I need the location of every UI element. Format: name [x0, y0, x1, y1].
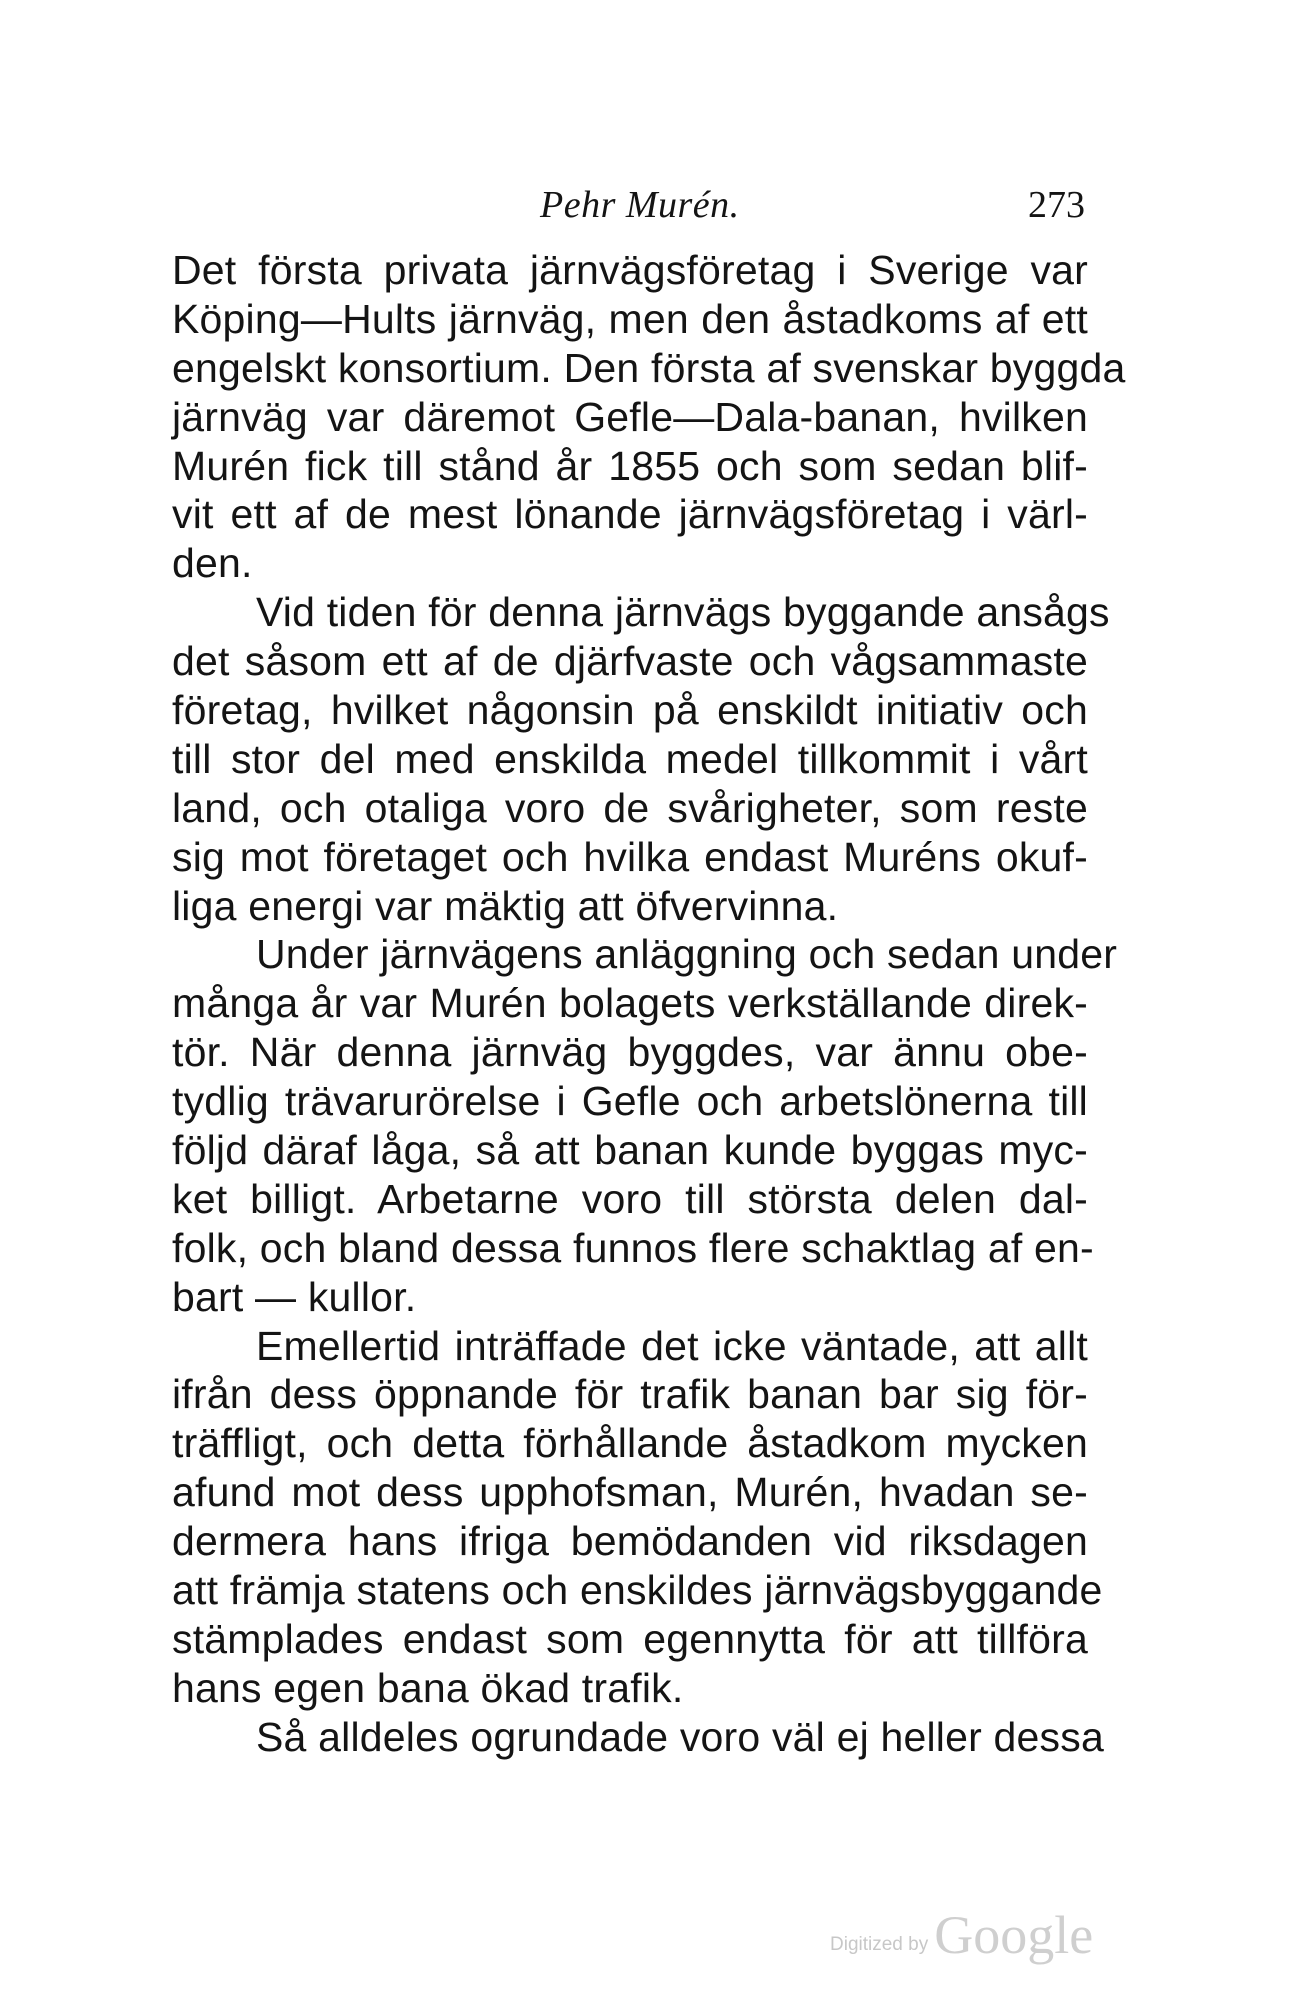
- text-line: vit ett af de mest lönande järnvägsföretag i värl-: [172, 491, 1088, 538]
- text-line: afund mot dess upphofsman, Murén, hvadan se-: [172, 1469, 1088, 1516]
- text-line: Det första privata järnvägsföretag i Sverige var: [172, 247, 1088, 293]
- running-head: [0, 180, 1300, 230]
- text-line: att främja statens och enskildes järnvägsbyggande: [172, 1567, 1103, 1614]
- text-line: järnväg var däremot Gefle—Dala-banan, hvilken: [172, 393, 1088, 440]
- text-line: företag, hvilket någonsin på enskildt initiativ och: [172, 687, 1088, 734]
- text-line: den.: [172, 540, 253, 587]
- text-line: Murén fick till stånd år 1855 och som sedan blif-: [172, 442, 1088, 489]
- google-logo: Google: [934, 1905, 1094, 1965]
- text-line: det såsom ett af de djärfvaste och vågsammaste: [172, 638, 1088, 685]
- text-line: tydlig trävarurörelse i Gefle och arbetslönerna till: [172, 1078, 1088, 1125]
- text-line: sig mot företaget och hvilka endast Muréns okuf-: [172, 833, 1088, 880]
- text-line: hans egen bana ökad trafik.: [172, 1664, 684, 1711]
- text-line: många år var Murén bolagets verkställande direk-: [172, 980, 1088, 1027]
- text-line: till stor del med enskilda medel tillkommit i vårt: [172, 735, 1088, 782]
- text-line: Så alldeles ogrundade voro väl ej heller dessa: [256, 1713, 1104, 1760]
- text-line: Under järnvägens anläggning och sedan under: [256, 931, 1118, 978]
- text-line: träffligt, och detta förhållande åstadkom mycken: [172, 1420, 1088, 1467]
- text-line: folk, och bland dessa funnos flere schaktlag af en-: [172, 1224, 1094, 1271]
- watermark-prefix: Digitized by: [830, 1934, 929, 1955]
- text-line: följd däraf låga, så att banan kunde byggas myc-: [172, 1127, 1088, 1174]
- body-text: [172, 246, 1126, 1762]
- text-line: liga energi var mäktig att öfvervinna.: [172, 882, 839, 929]
- text-line: stämplades endast som egennytta för att tillföra: [172, 1615, 1088, 1662]
- text-line: bart — kullor.: [172, 1273, 417, 1320]
- text-line: ifrån dess öppnande för trafik banan bar sig för-: [172, 1371, 1088, 1418]
- text-line: ket billigt. Arbetarne voro till största delen dal-: [172, 1175, 1088, 1222]
- page-number: 273: [1028, 184, 1085, 226]
- text-line: Vid tiden för denna järnvägs byggande ansågs: [256, 589, 1110, 636]
- text-line: dermera hans ifriga bemödanden vid riksdagen: [172, 1518, 1088, 1565]
- text-line: land, och otaliga voro de svårigheter, som reste: [172, 784, 1088, 831]
- text-line: Köping—Hults järnväg, men den åstadkoms af ett: [172, 295, 1088, 342]
- text-line: Emellertid inträffade det icke väntade, att allt: [256, 1322, 1088, 1369]
- text-line: tör. När denna järnväg byggdes, var ännu obe-: [172, 1029, 1088, 1076]
- digitized-watermark: [830, 1905, 1093, 1965]
- running-head-title: Pehr Murén.: [540, 184, 740, 226]
- text-line: engelskt konsortium. Den första af svenskar byggda: [172, 344, 1126, 391]
